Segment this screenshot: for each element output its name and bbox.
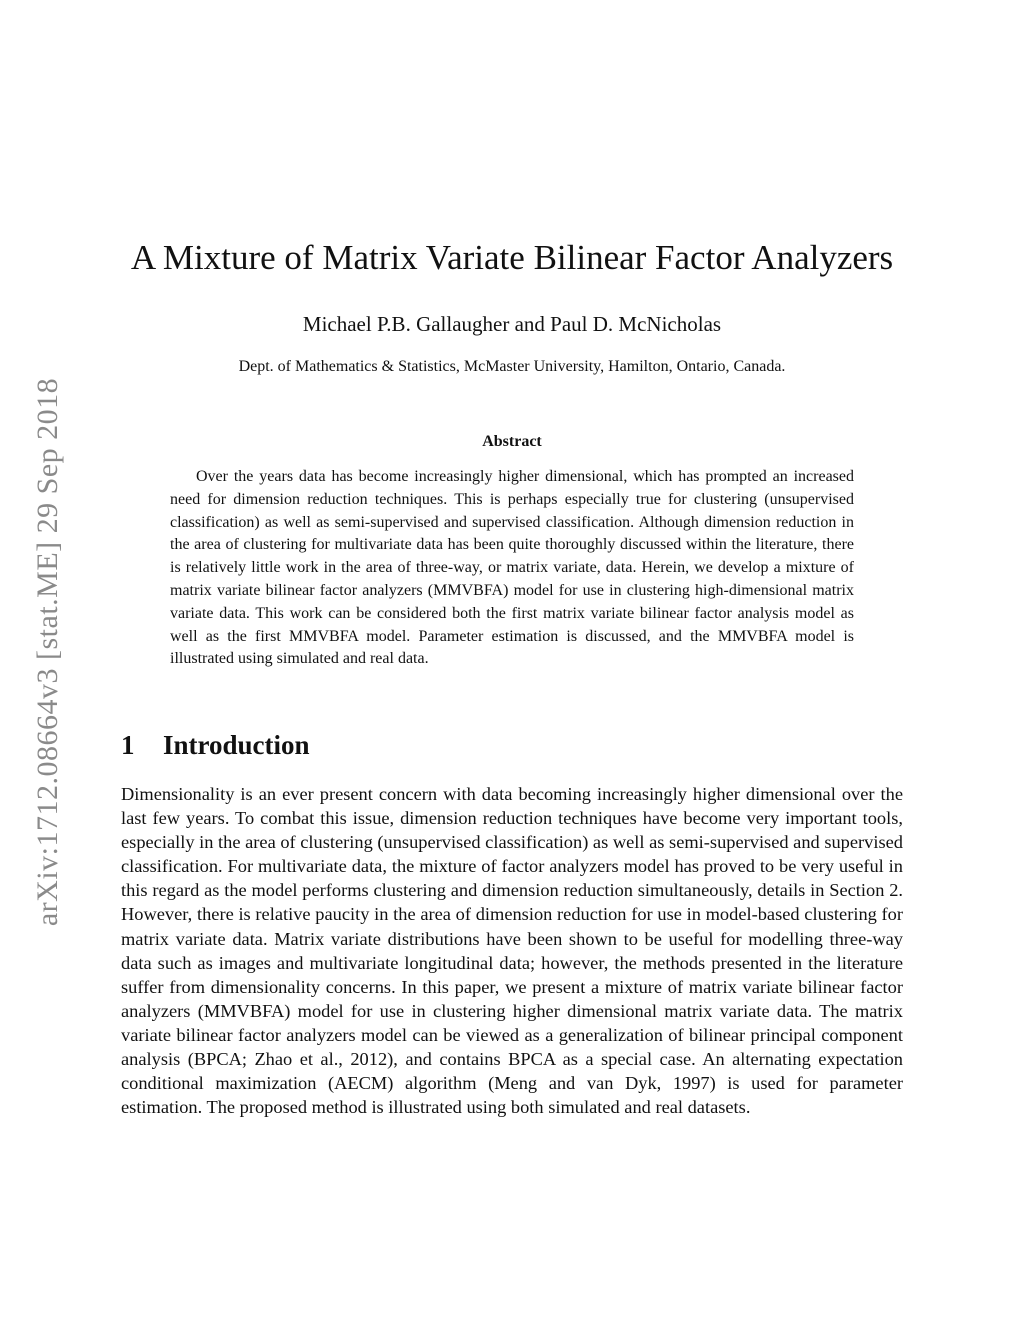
author-list: Michael P.B. Gallaugher and Paul D. McNicholas bbox=[302, 312, 722, 336]
author-affiliation: Dept. of Mathematics & Statistics, McMaster University, Hamilton, Ontario, Canada. bbox=[238, 358, 786, 375]
introduction-paragraph: Dimensionality is an ever present concern with data becoming increasingly higher dimensional over the last few years. To combat this issue, dimension reduction techniques have become very important tools, especially in the area of clustering (unsupervised classification) as well as semi-supervised and supervised classification. For multivariate data, the mixture of factor analyzers model has proved to be very useful in this regard as the model performs clustering and dimension reduction simultaneously, details in Section 2. However, there is relative paucity in the area of dimension reduction for use in model-based clustering for matrix variate data. Matrix variate distributions have been shown to be useful for modelling three-way data such as images and multivariate longitudinal data; however, the methods presented in the literature suffer from dimensionality concerns. In this paper, we present a mixture of matrix variate bilinear factor analyzers (MMVBFA) model for use in clustering higher dimensional matrix variate data. The matrix variate bilinear factor analyzers model can be viewed as a generalization of bilinear principal component analysis (BPCA; Zhao et al., 2012), and contains BPCA as a special case. An alternating expectation conditional maximization (AECM) algorithm (Meng and van Dyk, 1997) is used for parameter estimation. The proposed method is illustrated using both simulated and real datasets. bbox=[121, 784, 903, 1118]
abstract-heading: Abstract bbox=[482, 433, 542, 450]
arxiv-identifier-stamp: arXiv:1712.08664v3 [stat.ME] 29 Sep 2018 bbox=[31, 377, 64, 927]
section-number: 1 bbox=[121, 730, 135, 760]
abstract-text: Over the years data has become increasingly higher dimensional, which has prompted an increased need for dimension reduction techniques. This is perhaps especially true for clustering (unsupervised classification) as well as semi-supervised and supervised classification. Although dimension reduction in the area of clustering for multivariate data has been quite thoroughly discussed within the literature, there is relatively little work in the area of three-way, or matrix variate, data. Herein, we develop a mixture of matrix variate bilinear factor analyzers (MMVBFA) model for use in clustering high-dimensional matrix variate data. This work can be considered both the first matrix variate bilinear factor analysis model as well as the first MMVBFA model. Parameter estimation is discussed, and the MMVBFA model is illustrated using simulated and real data. bbox=[170, 468, 854, 668]
section-title: Introduction bbox=[163, 730, 310, 760]
section-heading-introduction bbox=[121, 728, 310, 762]
paper-title: A Mixture of Matrix Variate Bilinear Factor Analyzers bbox=[130, 238, 894, 277]
